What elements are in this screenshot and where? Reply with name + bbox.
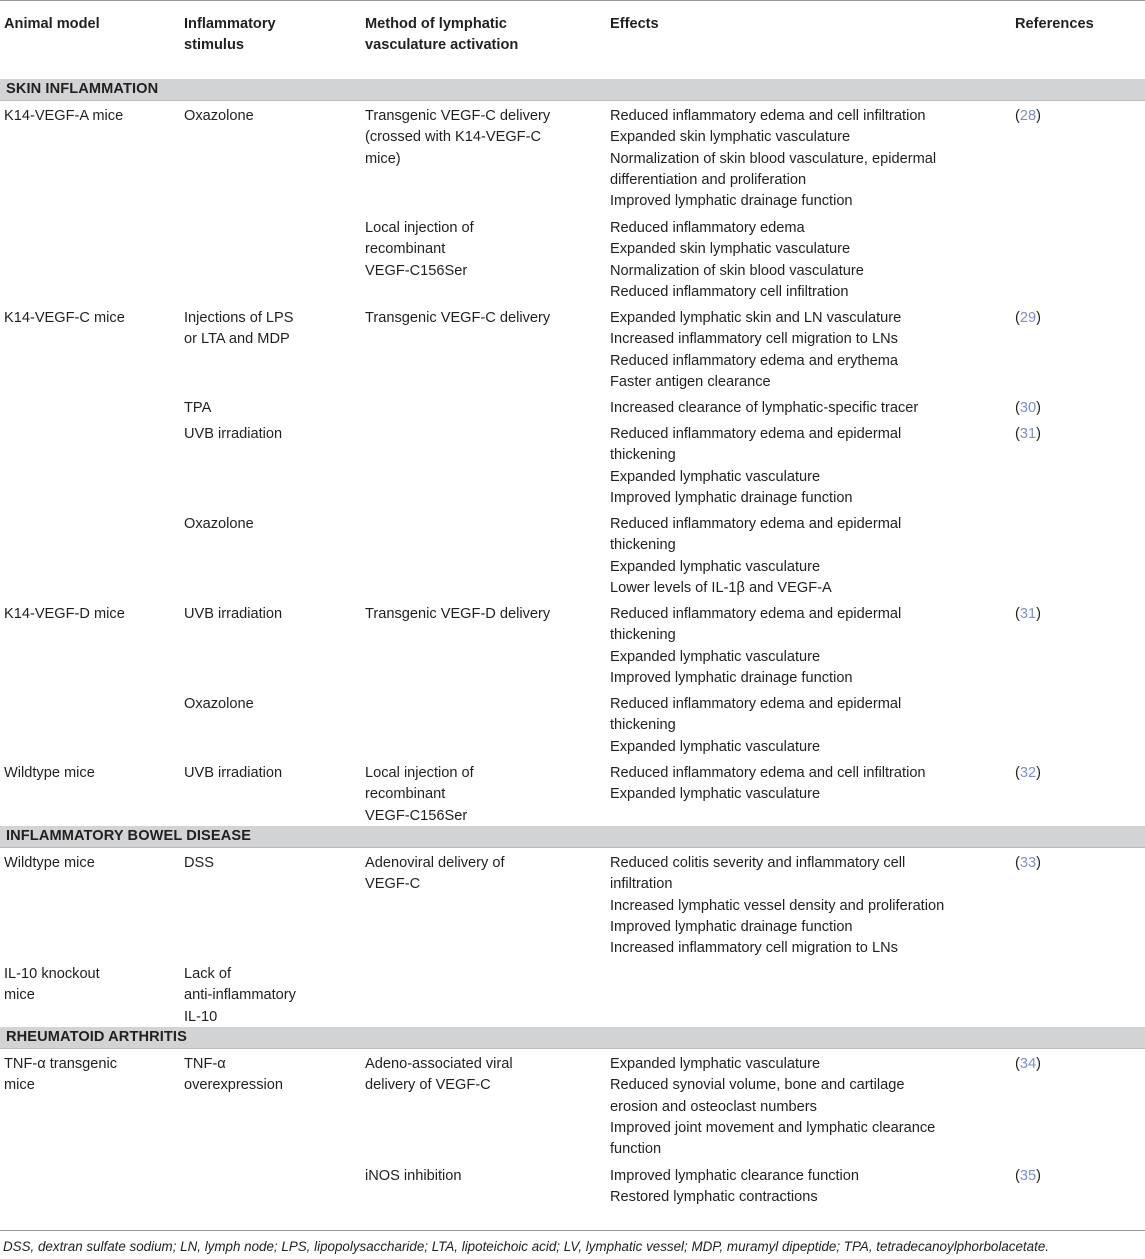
cell-stimulus xyxy=(184,604,354,625)
header-references: References xyxy=(1015,16,1094,32)
table-row xyxy=(0,1054,1145,1166)
cell-effects-line: Expanded lymphatic vasculature xyxy=(610,738,821,755)
cell-stimulus-line: Injections of LPS xyxy=(184,310,294,326)
cell-method xyxy=(365,763,600,827)
reference-link[interactable]: 28 xyxy=(1019,108,1037,124)
cell-effects xyxy=(610,398,1005,419)
cell-method xyxy=(365,1054,600,1097)
cell-method-line: VEGF-C156Ser xyxy=(365,262,468,279)
header-animal-model: Animal model xyxy=(4,16,100,32)
reference-link[interactable]: 31 xyxy=(1019,426,1037,442)
cell-effects-line: Increased inflammatory cell migration to LNs xyxy=(610,331,898,348)
cell-effects-line: Expanded skin lymphatic vasculature xyxy=(610,241,851,258)
cell-effects-line: differentiation and proliferation xyxy=(610,171,807,188)
cell-method-line: iNOS inhibition xyxy=(365,1168,462,1184)
table-row xyxy=(0,424,1145,514)
section-header xyxy=(0,79,1145,101)
cell-effects-line: Increased inflammatory cell migration to LNs xyxy=(610,940,898,957)
cell-reference: (31) xyxy=(1015,426,1041,442)
cell-stimulus-line: IL-10 xyxy=(184,1008,218,1025)
cell-effects-line: Reduced inflammatory edema and epidermal xyxy=(610,426,902,442)
cell-effects-line: Normalization of skin blood vasculature, epidermal xyxy=(610,150,937,167)
cell-stimulus-line: or LTA and MDP xyxy=(184,331,290,348)
reference-link[interactable]: 35 xyxy=(1019,1168,1037,1184)
cell-effects xyxy=(610,1166,1005,1209)
section-header xyxy=(0,826,1145,848)
reference-link[interactable]: 33 xyxy=(1019,855,1037,871)
cell-effects xyxy=(610,763,1005,806)
cell-effects-line: Reduced inflammatory edema and cell infiltration xyxy=(610,765,926,781)
cell-effects-line: Expanded lymphatic skin and LN vasculature xyxy=(610,310,902,326)
table-row xyxy=(0,604,1145,694)
reference-link[interactable]: 32 xyxy=(1019,765,1037,781)
cell-reference: (31) xyxy=(1015,606,1041,622)
table-row xyxy=(0,763,1145,827)
cell-animal-model-line: mice xyxy=(4,1077,35,1094)
cell-method xyxy=(365,218,600,282)
cell-method xyxy=(365,853,600,896)
cell-effects-line: Reduced inflammatory edema and epidermal xyxy=(610,516,902,532)
cell-method-line: VEGF-C156Ser xyxy=(365,807,468,824)
cell-reference: (34) xyxy=(1015,1056,1041,1072)
cell-method-line: Transgenic VEGF-C delivery xyxy=(365,108,551,124)
cell-animal-model-line: K14-VEGF-C mice xyxy=(4,310,125,326)
cell-reference: (35) xyxy=(1015,1168,1041,1184)
cell-effects xyxy=(610,694,1005,758)
cell-animal-model xyxy=(4,853,174,874)
cell-method xyxy=(365,106,600,170)
cell-stimulus-line: Oxazolone xyxy=(184,696,254,712)
cell-effects-line: Reduced inflammatory edema and epidermal xyxy=(610,606,902,622)
cell-effects-line: Lower levels of IL-1β and VEGF-A xyxy=(610,579,832,596)
cell-reference: (29) xyxy=(1015,310,1041,326)
cell-effects-line: Expanded lymphatic vasculature xyxy=(610,1056,821,1072)
cell-reference: (30) xyxy=(1015,400,1041,416)
section-title: INFLAMMATORY BOWEL DISEASE xyxy=(6,828,252,844)
cell-method-line: Local injection of xyxy=(365,220,474,236)
header-method: Method of lymphatic vasculature activation xyxy=(365,16,519,53)
section-title: RHEUMATOID ARTHRITIS xyxy=(6,1029,187,1045)
cell-effects-line: Improved lymphatic drainage function xyxy=(610,669,853,686)
cell-method-line: Transgenic VEGF-C delivery xyxy=(365,310,551,326)
cell-effects-line: thickening xyxy=(610,717,676,734)
cell-effects xyxy=(610,853,1005,959)
cell-effects-line: Expanded lymphatic vasculature xyxy=(610,648,821,665)
cell-effects-line: Improved lymphatic clearance function xyxy=(610,1168,860,1184)
cell-effects xyxy=(610,1054,1005,1160)
table-row xyxy=(0,514,1145,604)
cell-effects-line: Improved joint movement and lymphatic clearance xyxy=(610,1119,936,1136)
table-header xyxy=(0,0,1145,81)
cell-animal-model-line: K14-VEGF-D mice xyxy=(4,606,125,622)
cell-stimulus xyxy=(184,853,354,874)
table-row xyxy=(0,964,1145,1028)
cell-stimulus-line: TNF-α xyxy=(184,1056,226,1072)
cell-stimulus xyxy=(184,424,354,445)
reference-link[interactable]: 30 xyxy=(1019,400,1037,416)
cell-stimulus xyxy=(184,398,354,419)
header-stimulus: Inflammatory stimulus xyxy=(184,16,276,53)
cell-effects-line: Reduced inflammatory cell infiltration xyxy=(610,283,849,300)
cell-effects-line: Reduced inflammatory edema and cell infiltration xyxy=(610,108,926,124)
cell-animal-model xyxy=(4,106,174,127)
cell-effects-line: Normalization of skin blood vasculature xyxy=(610,262,864,279)
cell-effects-line: thickening xyxy=(610,627,676,644)
cell-method-line: Adenoviral delivery of xyxy=(365,855,505,871)
cell-stimulus-line: anti-inflammatory xyxy=(184,987,296,1004)
cell-effects-line: Reduced inflammatory edema xyxy=(610,220,805,236)
cell-stimulus xyxy=(184,308,354,351)
table-row xyxy=(0,308,1145,398)
cell-method-line: (crossed with K14-VEGF-C xyxy=(365,129,541,146)
cell-effects-line: Expanded skin lymphatic vasculature xyxy=(610,129,851,146)
cell-effects xyxy=(610,424,1005,509)
cell-animal-model-line: Wildtype mice xyxy=(4,765,95,781)
table-row xyxy=(0,853,1145,964)
cell-stimulus-line: UVB irradiation xyxy=(184,606,283,622)
cell-effects-line: Expanded lymphatic vasculature xyxy=(610,786,821,803)
reference-link[interactable]: 31 xyxy=(1019,606,1037,622)
cell-effects-line: function xyxy=(610,1141,662,1158)
cell-stimulus-line: Lack of xyxy=(184,966,232,982)
cell-stimulus-line: UVB irradiation xyxy=(184,426,283,442)
cell-effects xyxy=(610,106,1005,212)
cell-animal-model xyxy=(4,964,174,1007)
cell-effects-line: Improved lymphatic drainage function xyxy=(610,489,853,506)
cell-animal-model-line: mice xyxy=(4,987,35,1004)
cell-effects-line: Reduced synovial volume, bone and cartilage xyxy=(610,1077,905,1094)
cell-stimulus-line: overexpression xyxy=(184,1077,283,1094)
cell-animal-model xyxy=(4,763,174,784)
table-row xyxy=(0,694,1145,763)
cell-method-line: delivery of VEGF-C xyxy=(365,1077,491,1094)
cell-method-line: recombinant xyxy=(365,786,446,803)
cell-effects-line: Improved lymphatic drainage function xyxy=(610,193,853,210)
cell-method xyxy=(365,308,600,329)
cell-reference: (32) xyxy=(1015,765,1041,781)
cell-effects-line: Improved lymphatic drainage function xyxy=(610,918,853,935)
cell-effects-line: Reduced inflammatory edema and epidermal xyxy=(610,696,902,712)
cell-animal-model-line: Wildtype mice xyxy=(4,855,95,871)
cell-reference: (28) xyxy=(1015,108,1041,124)
cell-effects-line: Reduced inflammatory edema and erythema xyxy=(610,352,898,369)
reference-link[interactable]: 29 xyxy=(1019,310,1037,326)
cell-method-line: recombinant xyxy=(365,241,446,258)
cell-effects-line: thickening xyxy=(610,537,676,554)
cell-stimulus-line: UVB irradiation xyxy=(184,765,283,781)
cell-stimulus xyxy=(184,964,354,1028)
cell-stimulus xyxy=(184,694,354,715)
table-row xyxy=(0,398,1145,424)
section-header xyxy=(0,1027,1145,1049)
cell-effects xyxy=(610,218,1005,303)
cell-stimulus-line: DSS xyxy=(184,855,215,871)
cell-effects-line: Restored lymphatic contractions xyxy=(610,1189,818,1206)
cell-effects-line: Reduced colitis severity and inflammatory cell xyxy=(610,855,906,871)
cell-animal-model xyxy=(4,604,174,625)
cell-method-line: Local injection of xyxy=(365,765,474,781)
cell-effects xyxy=(610,308,1005,393)
cell-stimulus xyxy=(184,1054,354,1097)
cell-effects-line: Faster antigen clearance xyxy=(610,373,771,390)
cell-reference: (33) xyxy=(1015,855,1041,871)
cell-method-line: mice) xyxy=(365,150,401,167)
cell-effects-line: infiltration xyxy=(610,876,673,893)
cell-method-line: VEGF-C xyxy=(365,876,421,893)
cell-animal-model xyxy=(4,308,174,329)
header-effects: Effects xyxy=(610,16,659,32)
cell-method xyxy=(365,1166,600,1187)
cell-method-line: Adeno-associated viral xyxy=(365,1056,513,1072)
cell-effects-line: Expanded lymphatic vasculature xyxy=(610,558,821,575)
cell-effects-line: thickening xyxy=(610,447,676,464)
cell-stimulus-line: Oxazolone xyxy=(184,108,254,124)
cell-stimulus xyxy=(184,514,354,535)
cell-effects xyxy=(610,604,1005,689)
cell-effects-line: erosion and osteoclast numbers xyxy=(610,1098,817,1115)
cell-animal-model-line: K14-VEGF-A mice xyxy=(4,108,124,124)
cell-effects-line: Increased clearance of lymphatic-specific tracer xyxy=(610,400,919,416)
cell-animal-model-line: IL-10 knockout xyxy=(4,966,100,982)
section-title: SKIN INFLAMMATION xyxy=(6,81,159,97)
cell-method xyxy=(365,604,600,625)
reference-link[interactable]: 34 xyxy=(1019,1056,1037,1072)
cell-effects-line: Expanded lymphatic vasculature xyxy=(610,468,821,485)
cell-effects-line: Increased lymphatic vessel density and proliferation xyxy=(610,897,945,914)
table-row xyxy=(0,1166,1145,1214)
cell-effects xyxy=(610,514,1005,599)
cell-stimulus xyxy=(184,763,354,784)
footnote-text: DSS, dextran sulfate sodium; LN, lymph node; LPS, lipopolysaccharide; LTA, lipoteichoic acid; LV, lymphatic vessel; MDP, muramyl dipeptide; TPA, tetradecanoylphorbolacetate. xyxy=(3,1239,1049,1254)
cell-animal-model xyxy=(4,1054,174,1097)
table-row xyxy=(0,218,1145,308)
cell-stimulus xyxy=(184,106,354,127)
table-footnote xyxy=(0,1230,1145,1254)
cell-stimulus-line: TPA xyxy=(184,400,212,416)
cell-stimulus-line: Oxazolone xyxy=(184,516,254,532)
cell-animal-model-line: TNF-α transgenic xyxy=(4,1056,118,1072)
cell-method-line: Transgenic VEGF-D delivery xyxy=(365,606,551,622)
table-row xyxy=(0,106,1145,218)
